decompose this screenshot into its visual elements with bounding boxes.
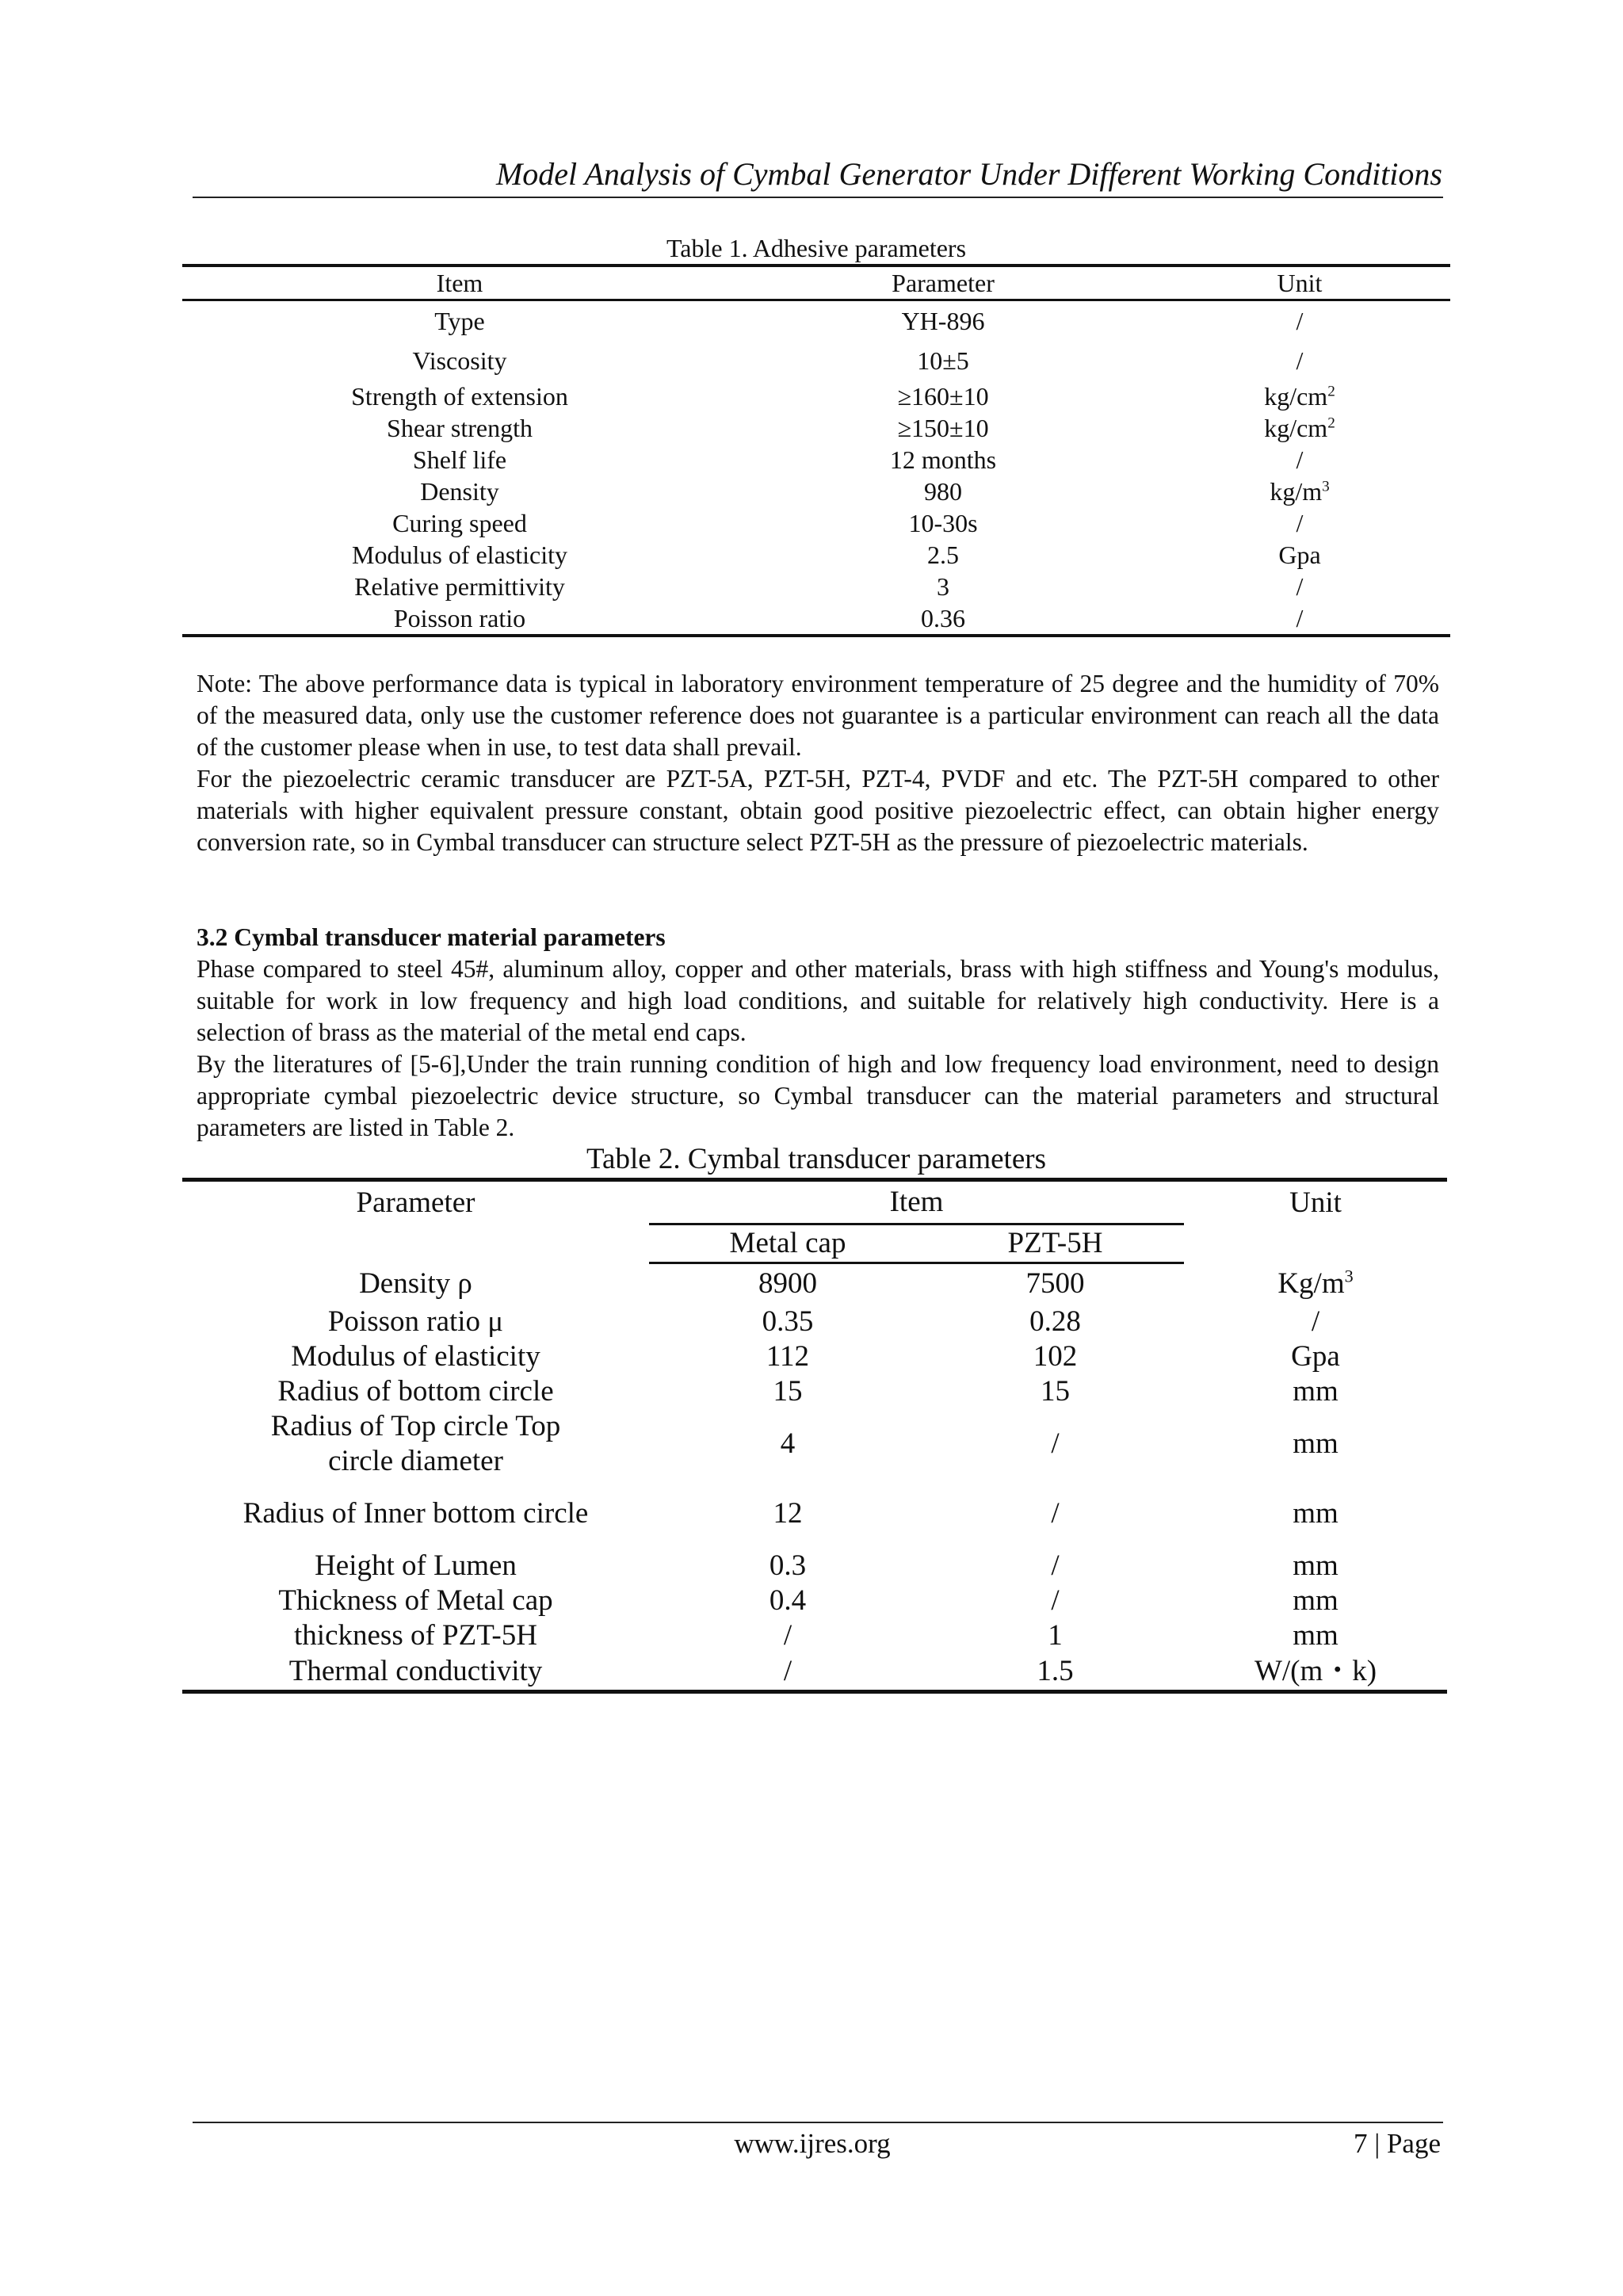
table-row: [182, 412, 1450, 444]
table-row: [182, 1584, 1447, 1618]
table1-header-unit: Unit: [1149, 266, 1450, 300]
table2-parameter: Poisson ratio μ: [327, 1305, 504, 1338]
unit-text: kg/cm: [1264, 414, 1328, 442]
table2-metal-cap: 15: [773, 1374, 803, 1408]
table2-header-row: [182, 1180, 1447, 1224]
table1-item: Type: [434, 307, 485, 335]
table2-metal-cap: 112: [766, 1339, 810, 1373]
unit-text: mm: [1293, 1618, 1338, 1652]
table2-pzt5h: 0.28: [1029, 1305, 1081, 1338]
unit-text: kg/cm: [1264, 382, 1328, 411]
table1-item: Strength of extension: [351, 382, 568, 411]
unit-superscript: 3: [1322, 478, 1330, 495]
table1-item: Poisson ratio: [393, 604, 526, 632]
table-row: [182, 1339, 1447, 1374]
table1-unit: [1149, 300, 1450, 342]
table-row: [182, 539, 1450, 571]
table2-pzt5h: /: [1051, 1427, 1060, 1460]
table2-metal-cap: /: [783, 1654, 792, 1687]
table1-parameter: YH-896: [901, 307, 985, 335]
running-header-title: Model Analysis of Cymbal Generator Under Different Working Conditions: [495, 156, 1442, 192]
table1-adhesive-parameters: [182, 264, 1450, 637]
table2-pzt5h: 1.5: [1037, 1654, 1074, 1687]
table-row: [182, 476, 1450, 507]
table2-header-item: Item: [889, 1186, 944, 1218]
table2-parameter: Thermal conductivity: [288, 1654, 543, 1687]
table1-unit: [1149, 507, 1450, 539]
table1-unit: [1149, 571, 1450, 602]
table2-parameter: Radius of Inner bottom circle: [242, 1496, 589, 1530]
body-paragraph-piezo: For the piezoelectric ceramic transducer are PZT-5A, PZT-5H, PZT-4, PVDF and etc. The PZT-5H compared to other materials with higher equivalent pressure constant, obtain good positive piezoelectric effect, can obtain higher energy conversion rate, so in Cymbal transducer can structure select PZT-5H as the pressure of piezoelectric materials.: [197, 765, 1439, 856]
unit-text: mm: [1293, 1549, 1338, 1582]
header-rule: [193, 197, 1443, 198]
table2-unit: [1184, 1263, 1447, 1305]
table1-unit: [1149, 602, 1450, 636]
table2-header-parameter: Parameter: [356, 1186, 475, 1219]
parameter-line-1: Radius of Top circle Top: [270, 1409, 561, 1442]
table-row: [182, 1618, 1447, 1653]
table2-metal-cap: 0.3: [769, 1549, 807, 1582]
table1-parameter: 12 months: [889, 445, 997, 474]
table2-cymbal-parameters: [182, 1178, 1447, 1694]
table2-parameter: Height of Lumen: [315, 1549, 517, 1582]
table2-metal-cap: 0.35: [762, 1305, 814, 1338]
table-row: [182, 1549, 1447, 1584]
table2-unit: [1184, 1374, 1447, 1409]
table-row: [182, 507, 1450, 539]
table1-item: Shear strength: [387, 414, 533, 442]
table1-parameter: ≥150±10: [897, 414, 989, 442]
table2-metal-cap: 12: [773, 1496, 803, 1530]
table2-unit: [1184, 1584, 1447, 1618]
table2-subheader-row: [182, 1224, 1447, 1263]
table1-item: Density: [420, 477, 499, 506]
table2-unit: [1184, 1479, 1447, 1549]
unit-text: mm: [1293, 1584, 1338, 1617]
parameter-line-2: circle diameter: [328, 1444, 503, 1477]
table2-pzt5h: /: [1051, 1549, 1060, 1582]
table-row: [182, 380, 1450, 412]
table-row: [182, 300, 1450, 342]
table2-metal-cap: 4: [780, 1427, 796, 1460]
table2-parameter: Density ρ: [359, 1266, 472, 1300]
unit-text: /: [1296, 307, 1304, 335]
table2-header-metal-cap: Metal cap: [649, 1224, 926, 1263]
unit-text: W/(m・k): [1254, 1654, 1377, 1687]
table2-pzt5h: 102: [1033, 1339, 1078, 1373]
table-row: [182, 571, 1450, 602]
unit-text: Gpa: [1291, 1339, 1340, 1373]
table1-parameter: ≥160±10: [897, 382, 989, 411]
table2-parameter: Radius of bottom circle: [277, 1374, 554, 1408]
unit-text: kg/m: [1270, 477, 1323, 506]
table2-pzt5h: 15: [1041, 1374, 1070, 1408]
table-row: [182, 1653, 1447, 1692]
table1-parameter: 980: [924, 477, 962, 506]
unit-text: /: [1311, 1305, 1320, 1338]
table1-unit: [1149, 476, 1450, 507]
table2-unit: [1184, 1305, 1447, 1339]
footer-url: www.ijres.org: [734, 2128, 891, 2159]
unit-text: /: [1296, 445, 1304, 474]
table-row: [182, 444, 1450, 476]
table2-unit: [1184, 1549, 1447, 1584]
page-number: 7 | Page: [1353, 2128, 1441, 2159]
table2-pzt5h: 1: [1048, 1618, 1063, 1652]
table1-item: Viscosity: [412, 346, 507, 375]
table2-parameter: Modulus of elasticity: [291, 1339, 540, 1373]
unit-text: Kg/m: [1277, 1266, 1345, 1300]
table2-unit: [1184, 1618, 1447, 1653]
unit-text: mm: [1293, 1496, 1338, 1530]
table1-item: Shelf life: [412, 445, 507, 474]
table1-unit: [1149, 380, 1450, 412]
table2-header-unit: Unit: [1289, 1186, 1342, 1219]
unit-text: /: [1296, 346, 1304, 375]
footer-rule: [193, 2122, 1443, 2123]
unit-text: /: [1296, 509, 1304, 537]
table1-item: Curing speed: [392, 509, 527, 537]
table1-parameter: 10±5: [917, 346, 969, 375]
table-row: [182, 1263, 1447, 1305]
table2-metal-cap: 0.4: [769, 1584, 807, 1617]
unit-text: mm: [1293, 1427, 1338, 1460]
table1-item: Relative permittivity: [354, 572, 565, 601]
unit-text: /: [1296, 604, 1304, 632]
table2-unit: [1184, 1409, 1447, 1479]
table1-caption: Table 1. Adhesive parameters: [666, 234, 967, 262]
table1-parameter: 3: [937, 572, 949, 601]
unit-superscript: 2: [1327, 415, 1335, 432]
table-row: [182, 341, 1450, 380]
table2-parameter: Thickness of Metal cap: [278, 1584, 553, 1617]
unit-superscript: 2: [1327, 383, 1335, 400]
section-heading: 3.2 Cymbal transducer material parameters: [197, 923, 666, 951]
note-paragraph: Note: The above performance data is typical in laboratory environment temperature of 25 degree and the humidity of 70% of the measured data, only use the customer reference does not guarantee is a particular environment can reach all the data of the customer please when in use, to test data shall prevail.: [197, 670, 1439, 761]
table2-parameter: thickness of PZT-5H: [294, 1618, 537, 1652]
table2-metal-cap: 8900: [758, 1267, 817, 1301]
table2-pzt5h: /: [1051, 1496, 1060, 1530]
table-row: [182, 1374, 1447, 1409]
table1-unit: [1149, 444, 1450, 476]
table2-unit: [1184, 1653, 1447, 1692]
table2-caption: Table 2. Cymbal transducer parameters: [586, 1143, 1046, 1175]
table1-parameter: 0.36: [921, 604, 965, 632]
table-row: [182, 1409, 1447, 1479]
table2-unit: [1184, 1339, 1447, 1374]
table1-header-item: Item: [182, 266, 737, 300]
unit-superscript: 3: [1344, 1266, 1354, 1286]
table2-header-pzt5h: PZT-5H: [926, 1224, 1184, 1263]
table1-header-parameter: Parameter: [737, 266, 1149, 300]
body-paragraph-brass: Phase compared to steel 45#, aluminum alloy, copper and other materials, brass with high stiffness and Young's modulus, suitable for work in low frequency and high load conditions, and suitable for relatively high conductivity. Here is a selection of brass as the material of the metal end caps.: [197, 955, 1439, 1046]
table1-parameter: 10-30s: [908, 509, 978, 537]
table2-metal-cap: /: [783, 1618, 792, 1652]
unit-text: /: [1296, 572, 1304, 601]
unit-text: mm: [1293, 1374, 1338, 1408]
table-row: [182, 1479, 1447, 1549]
table1-unit: [1149, 341, 1450, 380]
table2-pzt5h: /: [1051, 1584, 1060, 1617]
unit-text: Gpa: [1278, 541, 1321, 569]
table-row: [182, 1305, 1447, 1339]
table2-pzt5h: 7500: [1025, 1267, 1085, 1301]
table1-unit: [1149, 412, 1450, 444]
table1-header-row: [182, 266, 1450, 300]
table1-unit: [1149, 539, 1450, 571]
table2-parameter: [182, 1409, 649, 1479]
table1-parameter: 2.5: [927, 541, 959, 569]
body-paragraph-table-ref: By the literatures of [5-6],Under the train running condition of high and low frequency load environment, need to design appropriate cymbal piezoelectric device structure, so Cymbal transducer can the material parameters and structural parameters are listed in Table 2.: [197, 1050, 1439, 1141]
table-row: [182, 602, 1450, 636]
table1-item: Modulus of elasticity: [352, 541, 567, 569]
